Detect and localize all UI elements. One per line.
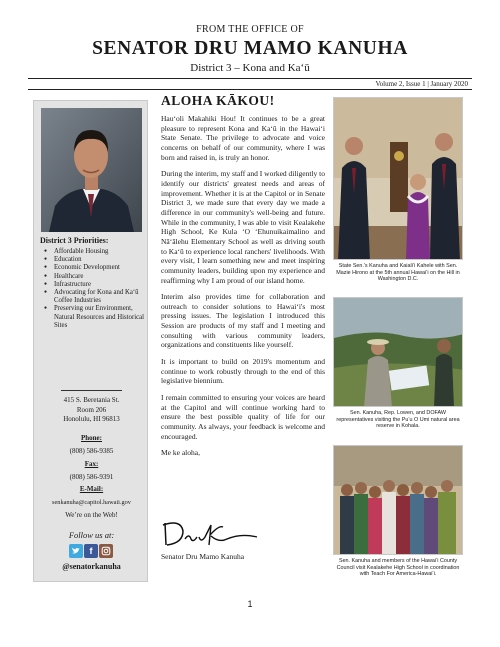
- fax-number: (808) 586-9391: [69, 472, 114, 481]
- header-rule-bottom: [28, 89, 472, 90]
- list-item: ● Preserving our Environment, Natural Resources and Historical Sites: [40, 305, 146, 330]
- letter-paragraph: During the interim, my staff and I worked diligently to identify our districts' greatest needs and areas of improvement. Whether it is at the Capitol or in Senate District 3, we made sure that every day we made a difference in our community's well-being and future. While in the community, I was able to visit Kealakehe High School, Ke Kula ‘O ‘Ehunuikaimalino and Nā‘ālehu Elementary School as well as driving south to Ka‘ū to experience local ranchers' livelihoods. With every visit, I learn something new and meet inspiring community leaders, building upon my experience and reaffirming why I am proud of our island home.: [161, 169, 325, 285]
- photo-caption: Sen. Kanuha and members of the Hawai‘i County Council visit Kealakehe High School in coordination with Teach For America-Hawai‘i.: [336, 558, 460, 578]
- sidebar-panel: [33, 100, 148, 582]
- fax-label: Fax:: [84, 460, 99, 468]
- handwritten-signature: [161, 515, 261, 553]
- issue-line: Volume 2, Issue 1 | January 2020: [375, 80, 468, 88]
- letter-paragraph: Hau‘oli Makahiki Hou! It continues to be a great pleasure to represent Kona and Ka‘ū in the Hawai‘i State Senate. The privilege to advocate and voice concerns on behalf of our community, where I was born and raised in, is truly an honor.: [161, 114, 325, 162]
- senator-portrait-photo: [41, 108, 142, 232]
- newsletter-header: [0, 24, 500, 74]
- instagram-icon[interactable]: [99, 544, 113, 558]
- web-note: We’re on the Web!: [65, 511, 118, 519]
- from-office-line: FROM THE OFFICE OF: [196, 24, 304, 35]
- priorities-heading: District 3 Priorities:: [40, 236, 109, 245]
- letter-column: [161, 93, 325, 458]
- photo-caption: State Sen.'s Kanuha and Kaiali‘i Kahele with Sen. Mazie Hirono at the 5th annual Hawai‘i on the Hill in Washington D.C.: [336, 263, 460, 283]
- priorities-list: [40, 248, 146, 330]
- follow-us-label: Follow us at:: [68, 530, 115, 540]
- email-link[interactable]: senkanuha@capitol.hawaii.gov: [52, 498, 131, 506]
- signer-name: Senator Dru Mamo Kanuha: [161, 552, 245, 561]
- letter-paragraph: It is important to build on 2019's momentum and continue to work robustly through to the end of this legislative biennium.: [161, 357, 325, 386]
- list-item: ● Infrastructure: [40, 281, 146, 289]
- list-item: ● Affordable Housing: [40, 248, 146, 256]
- district-line: District 3 – Kona and Ka‘ū: [190, 62, 310, 74]
- list-item: ● Economic Development: [40, 264, 146, 272]
- photo-kohala-visit: [333, 297, 463, 407]
- page-number: 1: [247, 599, 253, 609]
- sidebar-divider: [61, 390, 122, 391]
- address-line: 415 S. Beretania St.: [63, 396, 120, 404]
- senator-name-title: SENATOR DRU MAMO KANUHA: [92, 38, 408, 59]
- social-handle[interactable]: @senatorkanuha: [62, 562, 121, 571]
- facebook-icon[interactable]: f: [84, 544, 98, 558]
- list-item: ● Education: [40, 256, 146, 264]
- list-item: ● Advocating for Kona and Ka‘ū Coffee Industries: [40, 289, 146, 305]
- email-block: [34, 485, 149, 507]
- letter-paragraph: I remain committed to ensuring your voices are heard at the Capitol and will continue working hard to ensure the best possible quality of life for our community. As always, your feedback is welcome and encouraged.: [161, 393, 325, 441]
- email-label: E-Mail:: [79, 485, 104, 493]
- photo-kealakehe-visit: [333, 445, 463, 555]
- phone-label: Phone:: [81, 434, 102, 442]
- letter-greeting: ALOHA KĀKOU!: [161, 93, 275, 108]
- address-line: Honolulu, HI 96813: [63, 415, 120, 423]
- photo-hawaii-on-the-hill: [333, 97, 463, 260]
- header-rule-top: [28, 78, 472, 79]
- fax-block: [34, 460, 149, 482]
- letter-closing: Me ke aloha,: [161, 448, 200, 458]
- address-line: Room 206: [76, 405, 107, 414]
- letter-paragraph: Interim also provides time for collaboration and outreach to consider solutions to Hawai‘i's most pressing issues. The legislation I introduced this Session are products of my staff and I meeting and consulting with various community leaders, organizations and constituents like yourself.: [161, 292, 325, 350]
- photo-caption: Sen. Kanuha, Rep. Lowen, and DOFAW representatives visiting the Pu‘u O Umi natural area reserve in Kohala.: [336, 410, 460, 430]
- phone-number[interactable]: (808) 586-9385: [69, 446, 114, 455]
- phone-block: [34, 434, 149, 456]
- list-item: ● Healthcare: [40, 273, 146, 281]
- office-address: [34, 396, 149, 425]
- twitter-icon[interactable]: [69, 544, 83, 558]
